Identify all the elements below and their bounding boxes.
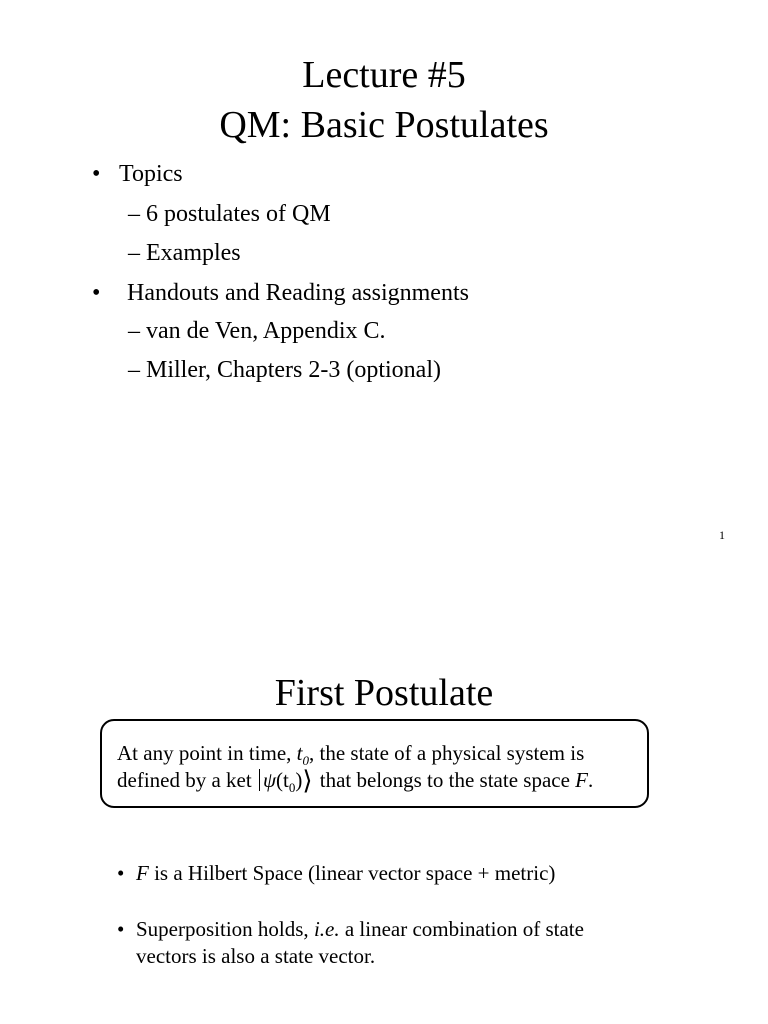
bullet-label: Handouts and Reading assignments — [127, 280, 469, 306]
slide2-title: First Postulate — [274, 672, 494, 714]
page-number: 1 — [719, 528, 725, 542]
bullet-dot: • — [92, 161, 101, 187]
point-superposition-line2: vectors is also a state vector. — [136, 944, 376, 968]
slide1-title-line2: QM: Basic Postulates — [219, 104, 549, 146]
bullet-topics — [92, 160, 183, 188]
bullet-label: Topics — [119, 161, 183, 187]
subitem-van-de-ven: – van de Ven, Appendix C. — [128, 318, 386, 344]
point-superposition: • Superposition holds, i.e. a linear combination of state — [117, 917, 584, 941]
ket-psi: $\psi(t_0)⟩$ — [259, 767, 313, 801]
ket-angle: ⟩ — [302, 766, 313, 795]
ket-bar — [259, 769, 260, 791]
bullet-dot: • — [117, 917, 125, 941]
subitem-postulates: – 6 postulates of QM — [128, 201, 331, 227]
point-hilbert: • F is a Hilbert Space (linear vector space + metric) — [117, 861, 556, 885]
bullet-dot: • — [92, 280, 101, 306]
postulate-line2: defined by a ket $\psi(t_0)⟩$ that belongs to the state space F. — [117, 767, 593, 801]
bullet-dot: • — [117, 861, 125, 885]
subitem-examples: – Examples — [128, 240, 241, 266]
postulate-line1: At any point in time, $t_0$, the state of a physical system is — [117, 741, 585, 769]
slide1-title-line1: Lecture #5 — [302, 54, 466, 96]
subitem-miller: – Miller, Chapters 2-3 (optional) — [128, 357, 441, 383]
bullet-handouts — [92, 279, 469, 307]
